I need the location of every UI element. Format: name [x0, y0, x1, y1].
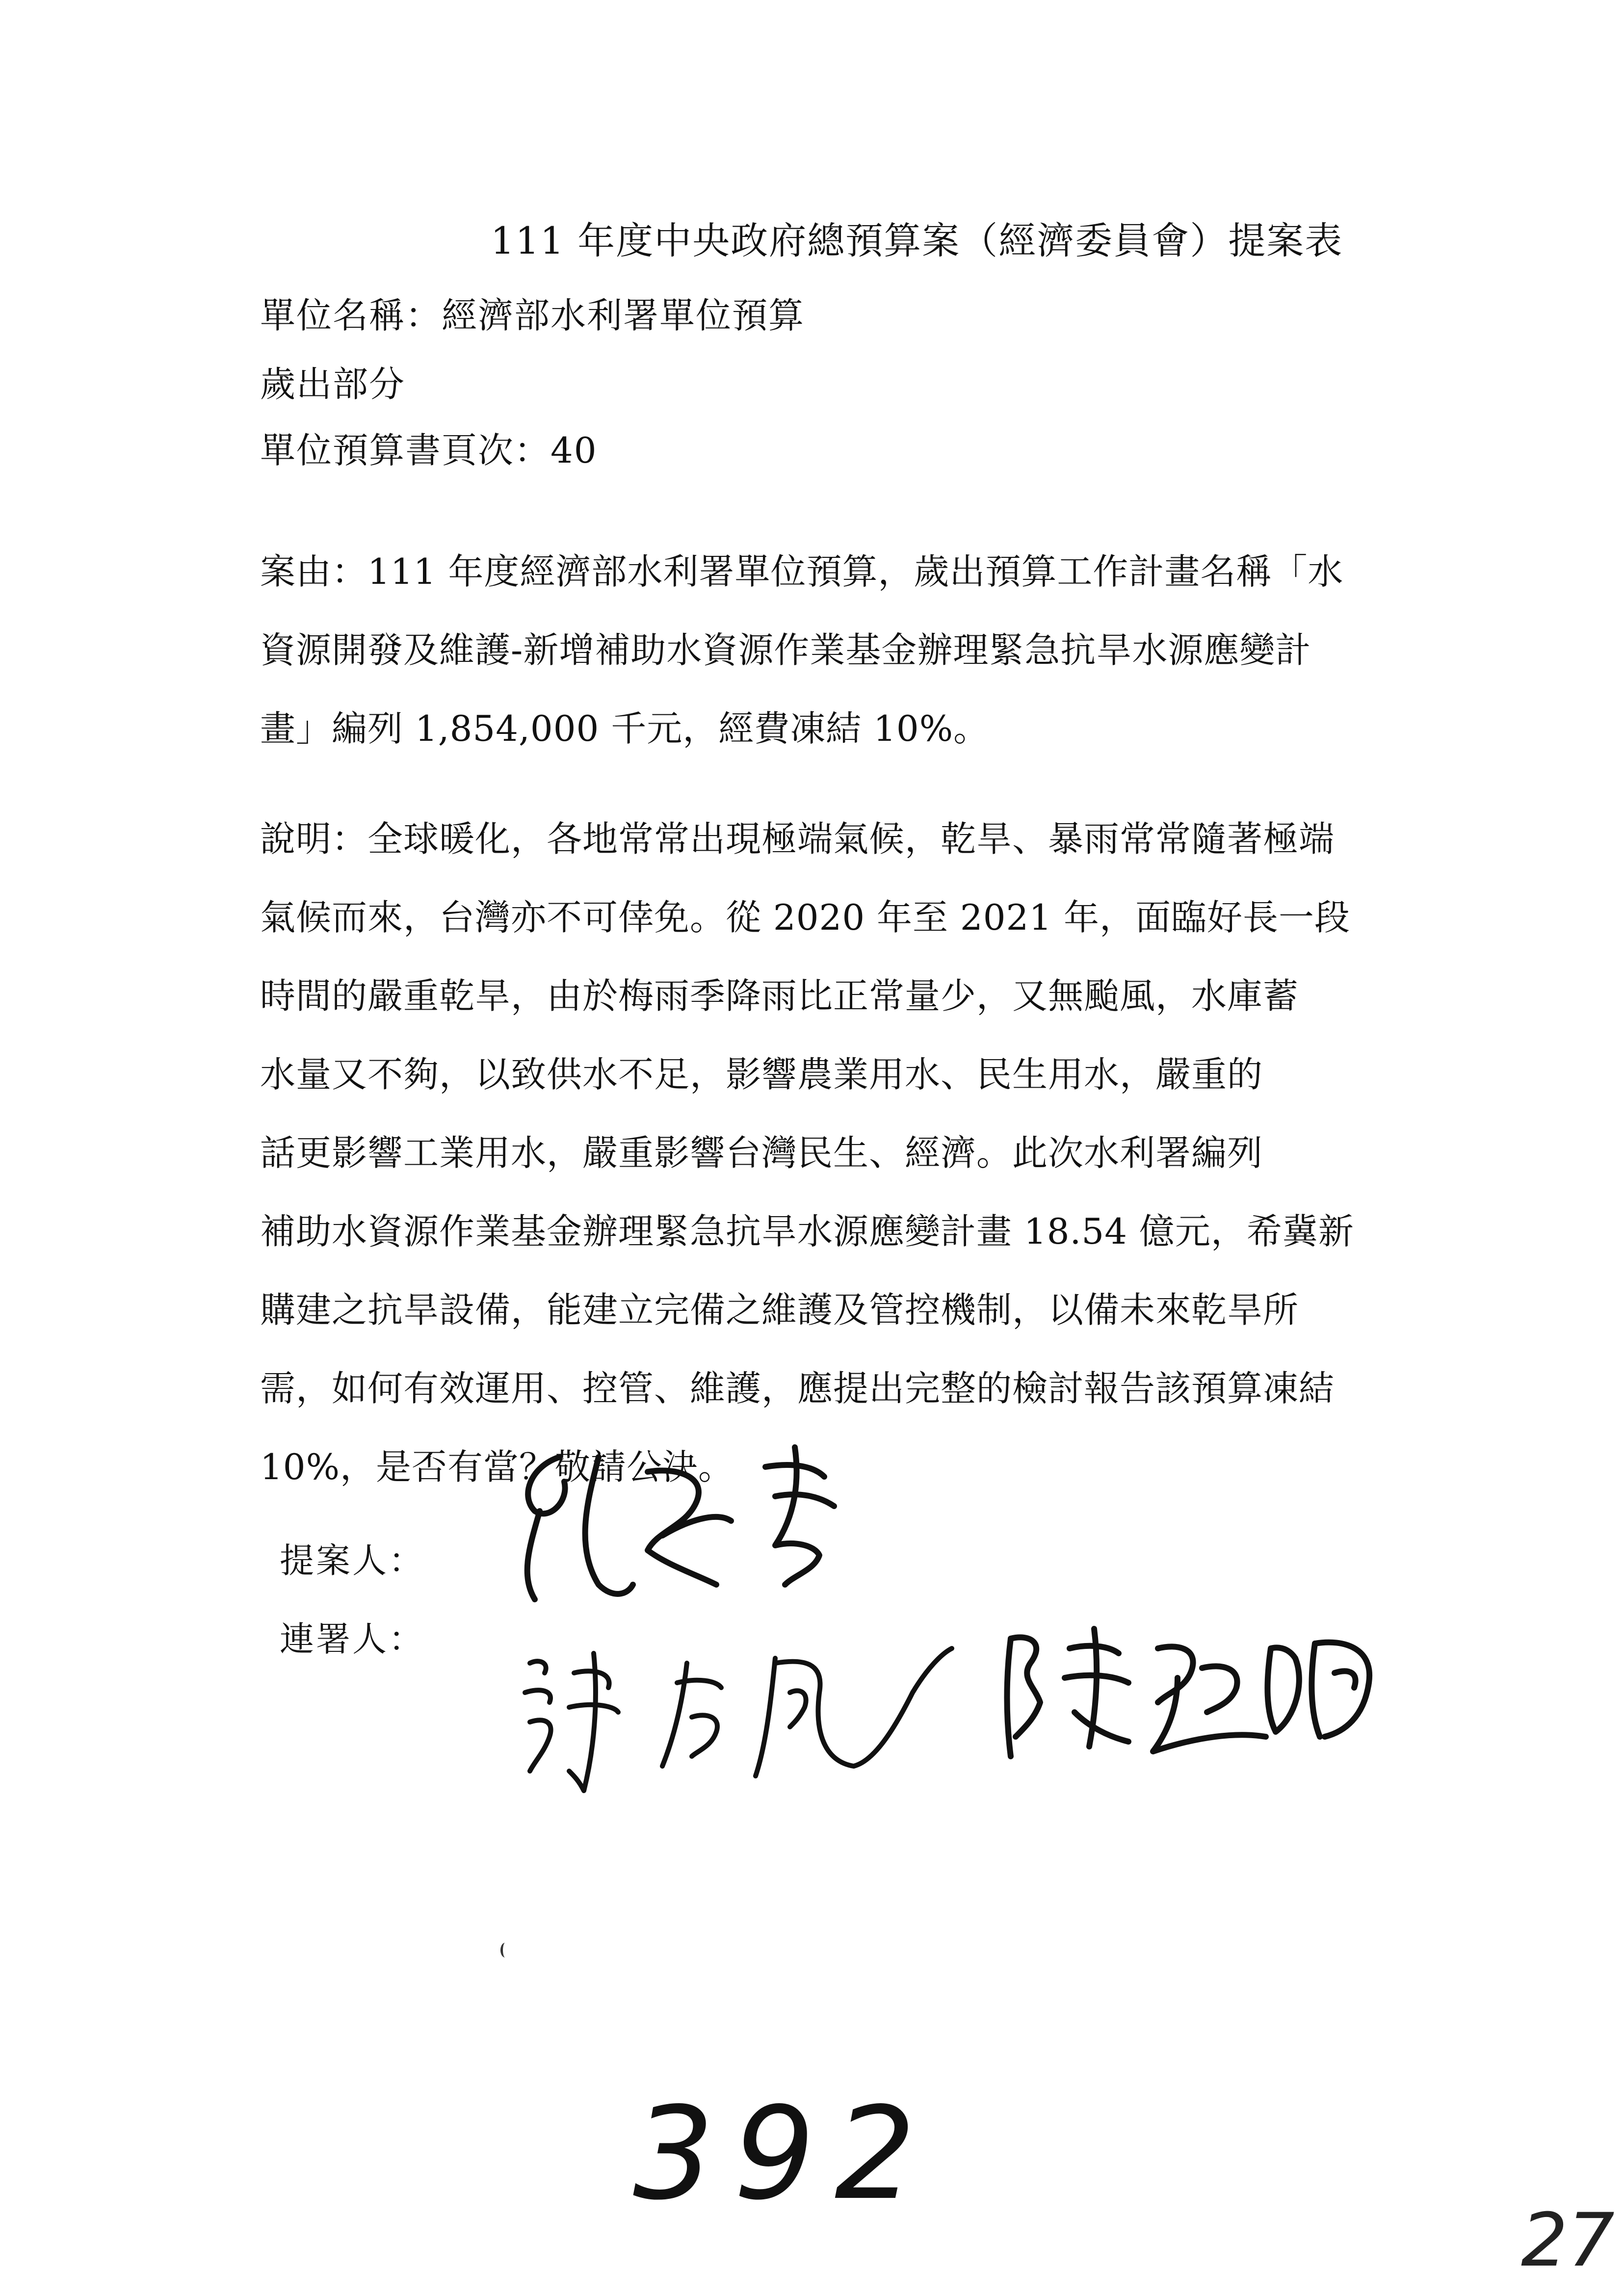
corner-page-number: 27 — [1521, 2198, 1615, 2283]
explanation-line: 說明：全球暖化，各地常常出現極端氣候，乾旱、暴雨常常隨著極端 — [260, 818, 1335, 860]
explanation-line: 需，如何有效運用、控管、維護，應提出完整的檢討報告該預算凍結 — [260, 1368, 1335, 1409]
case-reason-line: 案由：111 年度經濟部水利署單位預算，歲出預算工作計畫名稱「水 — [260, 551, 1344, 592]
explanation-line: 時間的嚴重乾旱，由於梅雨季降雨比正常量少，又無颱風，水庫蓄 — [260, 975, 1299, 1017]
explanation-line: 氣候而來，台灣亦不可倖免。從 2020 年至 2021 年，面臨好長一段 — [260, 897, 1351, 938]
explanation-line: 購建之抗旱設備，能建立完備之維護及管控機制，以備未來乾旱所 — [260, 1289, 1299, 1331]
cosigner-signature-2 — [991, 1619, 1393, 1766]
explanation — [260, 800, 1403, 1506]
proposer-signature — [500, 1437, 873, 1614]
unit-name: 單位名稱：經濟部水利署單位預算 — [260, 295, 805, 336]
stray-mark — [500, 1943, 510, 1957]
case-reason — [260, 532, 1403, 768]
budget-page-ref: 單位預算書頁次：40 — [260, 430, 598, 471]
proposer-label: 提案人： — [280, 1540, 425, 1581]
document-title: 111 年度中央政府總預算案（經濟委員會）提案表 — [491, 219, 1343, 262]
explanation-line: 話更影響工業用水，嚴重影響台灣民生、經濟。此次水利署編列 — [260, 1132, 1263, 1174]
cosigner-signature-1 — [520, 1634, 962, 1810]
section-label: 歲出部分 — [260, 364, 406, 405]
case-reason-line: 畫」編列 1,854,000 千元，經費凍結 10%。 — [260, 708, 990, 749]
cosigner-label: 連署人： — [280, 1619, 425, 1659]
explanation-line: 水量又不夠，以致供水不足，影響農業用水、民生用水，嚴重的 — [260, 1054, 1263, 1095]
explanation-line: 補助水資源作業基金辦理緊急抗旱水源應變計畫 18.54 億元，希冀新 — [260, 1211, 1354, 1252]
explanation-line: 10%，是否有當？敬請公決。 — [260, 1446, 734, 1487]
handwritten-page-number: 392 — [633, 2080, 936, 2228]
case-reason-line: 資源開發及維護-新增補助水資源作業基金辦理緊急抗旱水源應變計 — [260, 629, 1311, 671]
